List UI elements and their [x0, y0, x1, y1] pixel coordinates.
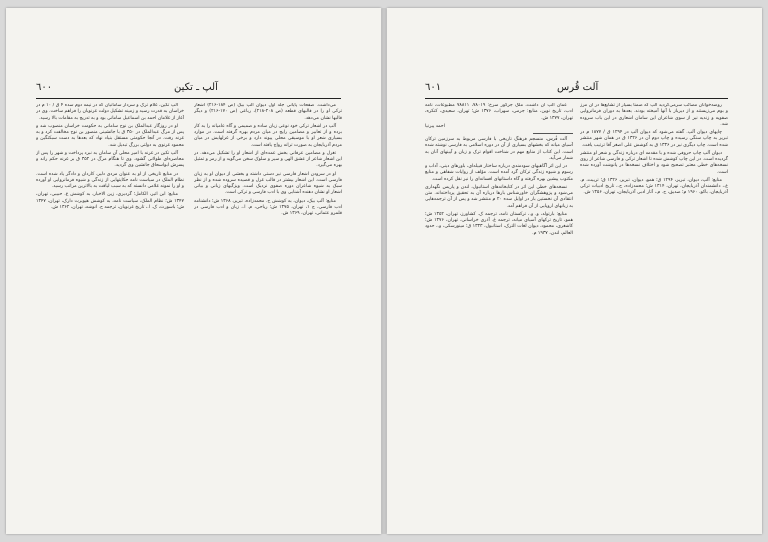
paragraph: او در سرودن اشعار فارسی نیز دستی داشته و بخشی از دیوان او به زبان فارسی است. این اشعار بیشتر در قالب غزل و قصیده سروده شده و از نظر سبک به شیوه شاعران دوره صفوی نزدیک است. ویژگیهای زبانی و بیانی اشعار او نشان دهنده آشنایی وی با ادب فارسی و ترکی است. [194, 171, 342, 196]
paragraph: آلپ تکین در غزنه با امیر محلی آن سامان به نبرد پرداخت و شهر را پس از محاصره‌ای طولانی گشود. وی تا هنگام مرگ در ۳۵۲ ق بر غزنه حکم راند و پسرش ابواسحاق جانشین وی گردید. [36, 150, 184, 169]
paragraph: او در روزگار عبدالملک بن نوح سامانی به حکومت خراسان منصوب شد و پس از مرگ عبدالملک در ۳۵۰ ق با جانشینی منصور بن نوح مخالفت کرد و به غزنه رفت. در آنجا حکومتی مستقل بنیاد نهاد که بعدها به دست سبکتگین و محمود غزنوی به دولتی بزرگ تبدیل شد. [36, 123, 184, 148]
page-number: ٦٠١ [425, 82, 442, 93]
paragraph: آلپ تکین، غلام ترک و سردار سامانیان که در نیمه دوم سده ۴ ق / ۱۰ م در خراسان به قدرت رسید و زمینه تشکیل دولت غزنویان را فراهم ساخت. وی در آغاز از غلامان احمد بن اسماعیل سامانی بود و به تدریج به مقامات بالا رسید. [36, 103, 184, 121]
text-column-left [425, 103, 573, 508]
paragraph: چاپهای دیوان آلپ. گفته می‌شود که دیوان آلپ در ۱۲۹۴ ق / ۱۸۷۷ م در تبریز به چاپ سنگی رسیده و چاپ دوم آن در ۱۳۲۶ ق در همان شهر منتشر شده است. چاپ دیگری نیز در ۱۳۳۶ ق به کوشش علی اصغر آقا ترتیب یافت. [580, 130, 728, 148]
paragraph: می‌داشت. صفحات پایانی جلد اول دیوان آلپ بیک (ص ۱۸۴-۲۱۶) اشعار ترکی او را در قالبهای قطعه (ص ۲۰۸-۲۱۸)، رباعی (ص ۱۷۰-۲۱۶) و دیگر قالبها نشان می‌دهد. [194, 103, 342, 121]
paragraph: دیوان آلپ چاپ حروفی شده و با مقدمه ای درباره زندگی و شعر او منتشر گردیده است. در این چاپ کوشش شده تا اشعار ترکی و فارسی شاعر از روی نسخه‌های خطی معتبر تصحیح شود و اختلاف نسخه‌ها در پانوشت آورده شده است. [580, 150, 728, 175]
page-number: ٦٠٠ [36, 82, 53, 93]
references: منابع: ابن اثیر، الکامل؛ گردیزی، زین الاخبار، به کوشش ع. حبیبی، تهران، ۱۳۴۷ ش؛ نظام الملک، سیاست نامه، به کوشش هیوبرت دارک، تهران، ۱۳۴۷ ش؛ باسورث، ک. ا.، تاریخ غزنویان، ترجمه ح. انوشه، تهران، ۱۳۶۲ ش. [36, 192, 184, 210]
left-page [6, 8, 381, 534]
entry-separator [533, 133, 573, 134]
references: منابع: آلپ بیک، دیوان، به کوشش ح. محمدزاده، تبریز، ۱۳۶۸ ش؛ دانشنامه ادب فارسی، ج ۱، تهران، ۱۳۷۵ ش؛ ریاحی، م. ا.، زبان و ادب فارسی در قلمرو عثمانی، تهران، ۱۳۶۹ ش. [194, 198, 342, 216]
running-head: آلپ ـ تکین [174, 82, 218, 93]
paragraph: عمان آلپ آن داشت، ملک جرگور سرخ: ۷۸۰۱۹، ۷۸۸۱۱ مطبوعات، نامه ادب، تاریخ نوین، منابع: جرمی، سهراب، ۱۳۷۶ ش؛ تهران، سعیدی، کنکره، تهران، ۱۳۷۷ ش. [425, 103, 573, 121]
running-head: آلت قُرس [557, 82, 599, 93]
paragraph: تغزل و مضامین عرفانی بخش عمده‌ای از اشعار او را تشکیل می‌دهد. در این اشعار شاعر از عشق الهی و سیر و سلوک سخن می‌گوید و از رمز و تمثیل بهره می‌گیرد. [194, 150, 342, 169]
header-rule [425, 98, 728, 99]
paragraph: آلپ در اشعار ترکی خود نوعی زبان ساده و صمیمی و گاه عامیانه را به کار برده و از تعابیر و مضامین رایج در میان مردم بهره گرفته است. در موارد بسیاری شعر او با موسیقی محلی پیوند دارد و برخی از غزلهایش در میان مردم آذربایجان به صورت ترانه رواج یافته است. [194, 123, 342, 148]
paragraph: روضه‌خوانان مصائب سرمی‌گردید آلپ که ضمنا بسیار از تشایع‌ها در آن مرز و بوم می‌زیستند و از دیرباز با آنها آمیخته بودند. بعدها به دوران فرمانروایی صفویه و زندیه نیز از سوی شاعران این سامان اشعاری در این باب سروده شد. [580, 103, 728, 127]
paragraph: نسخه‌های خطی این اثر در کتابخانه‌های استانبول، لندن و پاریس نگهداری می‌شود و پژوهشگران خاورشناس بارها درباره آن به تحقیق پرداخته‌اند. متن انتقادی آن نخستین بار در اوایل سده ۲۰ م منتشر شد و پس از آن ترجمه‌هایی به زبانهای اروپایی از آن فراهم آمد. [425, 184, 573, 209]
book-gutter [382, 8, 386, 534]
text-column-right [580, 103, 728, 508]
paragraph: در این اثر آگاهیهای سودمندی درباره ساختار قبیله‌ای، باورهای دینی، آداب و رسوم و شیوه زندگی ترکان گرد آمده است. مؤلف از روایات شفاهی و منابع مکتوب پیشین بهره گرفته و گاه داستانهای افسانه‌ای را نیز نقل کرده است. [425, 164, 573, 182]
references: منابع: بارتولد، و. و.، ترکستان نامه، ترجمه ک. کشاورز، تهران، ۱۳۵۲ ش؛ همو، تاریخ ترکهای آسیای میانه، ترجمه غ. آذری خراسانی، تهران، ۱۳۷۶ ش؛ کاشغری، محمود، دیوان لغات الترک، استانبول، ۱۳۳۳ ق؛ مینورسکی، و.، حدود العالم، لندن، ۱۹۳۷ م. [425, 211, 573, 236]
paragraph: در منابع تاریخی از او به عنوان مردی دلیر، کاردان و دادگر یاد شده است. نظام الملک در سیاست نامه حکایتهایی از زندگی و شیوه فرمانروایی او آورده و او را نمونه غلامی دانسته که به سبب لیاقت به بالاترین مراتب رسید. [36, 171, 184, 189]
entry-paragraph: آلت قُرس، منسجم فرهنگ تاریخی با فارسی مربوط به سرزمین ترکان آسیای میانه که بخشهای بسیاری از آن در دوره اسلامی به فارسی نوشته شده است. این کتاب از منابع مهم در شناخت اقوام ترک و زبان و آیینهای آنان به شمار می‌آید. [425, 137, 573, 161]
references: منابع: آلپ، دیوان، تبریز، ۱۲۹۴ ق؛ همو، دیوان، تبریز، ۱۳۲۶ ق؛ تربیت، م. ع.، دانشمندان آذربایجان، تهران، ۱۳۱۴ ش؛ محمدزاده، ح.، تاریخ ادبیات ترکی آذربایجان، باکو، ۱۹۶۰ م؛ صدیق، ح. م.، آثار ادبی آذربایجان، تهران، ۱۳۵۶ ش. [580, 177, 728, 196]
header-rule [36, 98, 341, 99]
right-page [387, 8, 762, 534]
author-signature: احمد پیرنیا [425, 123, 445, 129]
text-column-left [36, 103, 184, 508]
text-column-right [194, 103, 342, 508]
